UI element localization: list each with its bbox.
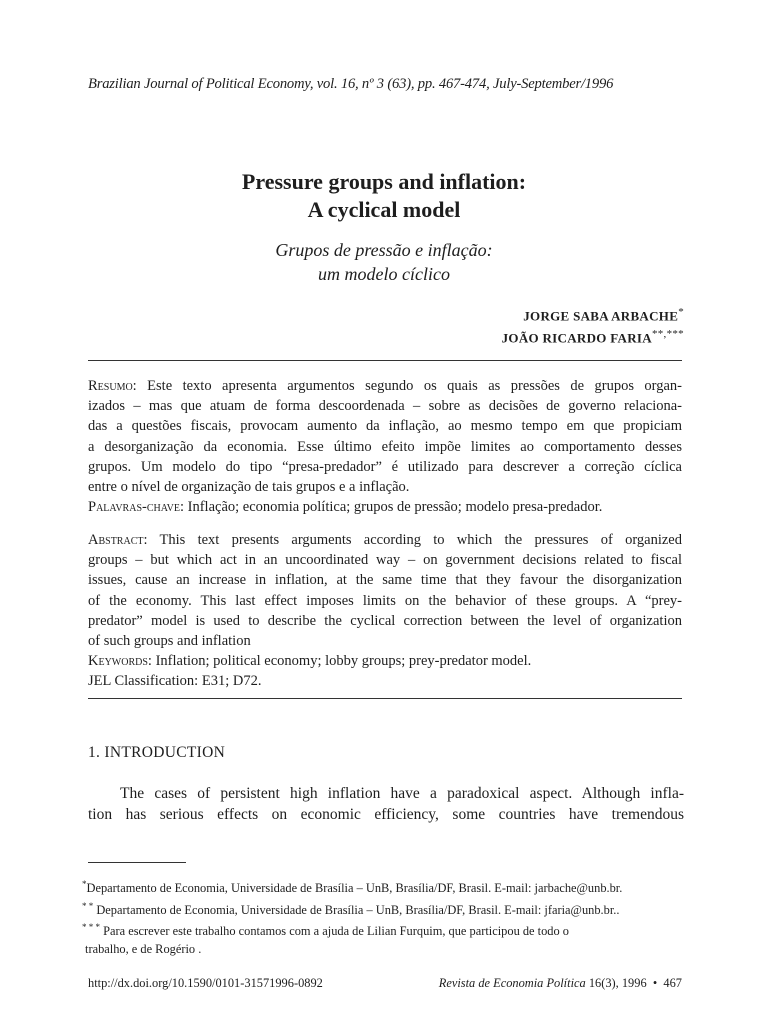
abstract-line: issues, cause an increase in inflation, at the same time that they favour the disorganization [88,572,682,589]
footnote-text: Departamento de Economia, Universidade de Brasília – UnB, Brasília/DF, Brasil. E-mail: jarbache@unb.br. [86,881,623,896]
footnote-text: Para escrever este trabalho contamos com a ajuda de Lilian Furquim, que participou de todo o [103,924,569,939]
resumo-line: a desorganização da economia. Esse último efeito impõe limites ao comportamento desses [88,438,682,455]
resumo-block [88,376,682,517]
resumo-line: Este texto apresenta argumentos segundo os quais as pressões de grupos organ- [147,378,682,394]
body-line: tion has serious effects on economic efficiency, some countries have tremendous [88,806,684,823]
author-footnote-mark: **,*** [651,328,684,340]
abstract-block [88,530,682,692]
abstract-line: predator” model is used to describe the cyclical correction between the level of organization [88,612,682,629]
palavras-chave: Inflação; economia política; grupos de pressão; modelo presa-predador. [187,499,603,516]
keywords: Inflation; political economy; lobby groups; prey-predator model. [155,653,532,670]
divider-top [88,360,682,361]
title-line-1: Pressure groups and inflation: [241,169,527,194]
divider-bottom [88,698,682,699]
footnote-1 [82,876,686,898]
footnote-mark: * [82,879,87,889]
doi-link[interactable]: http://dx.doi.org/10.1590/0101-31571996-0892 [88,976,323,990]
journal-header: Brazilian Journal of Political Economy, vol. 16, nº 3 (63), pp. 467-474, July-September/1996 [88,76,614,92]
paper-title [0,168,768,224]
footnote-mark: * * [82,900,94,911]
author-2 [502,328,684,346]
author-name: JOÃO RICARDO FARIA [501,330,652,346]
resumo-line: entre o nível de organização de tais grupos e a inflação. [88,479,410,496]
abstract-line: of such groups and inflation [88,633,251,650]
abstract-line: groups – but which act in an uncoordinated way – on government decisions related to fiscal [88,552,682,569]
resumo-line: grupos. Um modelo do tipo “presa-predador” é utilizado para descrever a correção cíclica [88,458,682,475]
author-name: JORGE SABA ARBACHE [523,308,679,324]
footnote-2 [82,898,686,920]
footnote-mark: * * * [82,922,100,933]
footnote-3-continued: trabalho, e de Rogério . [85,941,202,956]
author-1 [523,306,684,324]
page-footer [439,976,682,991]
subtitle-line-1: Grupos de pressão e inflação: [275,240,493,260]
section-heading-introduction: 1. INTRODUCTION [88,744,226,761]
subtitle-line-2: um modelo cíclico [318,264,450,284]
resumo-line: das a questões fiscais, provocam aumento da inflação, ao mesmo tempo em que propiciam [88,418,682,435]
body-line: The cases of persistent high inflation have a paradoxical aspect. Although infla- [120,785,684,802]
resumo-label: Resumo: [88,378,137,394]
page-number: 467 [663,976,682,990]
title-line-2: A cyclical model [307,197,461,222]
resumo-line: izados – mas que atuam de forma descoordenada – sobre as decisões de governo relaciona- [88,398,682,415]
footnotes [82,876,686,958]
footer-bullet: • [652,976,658,990]
footnote-3 [82,919,686,941]
footnote-rule [88,862,186,863]
paper-subtitle [0,238,768,286]
jel-classification: JEL Classification: E31; D72. [88,673,262,690]
abstract-label: Abstract: [88,532,148,548]
introduction-text [88,783,684,825]
abstract-line: of the economy. This last effect imposes limits on the behavior of these groups. A “prey- [88,592,682,609]
abstract-line: This text presents arguments according to which the pressures of organized [159,532,682,548]
author-footnote-mark: * [678,306,684,318]
footer-journal: Revista de Economia Política [438,976,586,990]
keywords-label: Keywords: [88,653,152,670]
palavras-chave-label: Palavras-chave: [88,499,185,516]
footer-issue: 16(3), 1996 [588,976,647,990]
footnote-text: Departamento de Economia, Universidade de Brasília – UnB, Brasília/DF, Brasil. E-mail: jfaria@unb.br.. [96,902,620,917]
